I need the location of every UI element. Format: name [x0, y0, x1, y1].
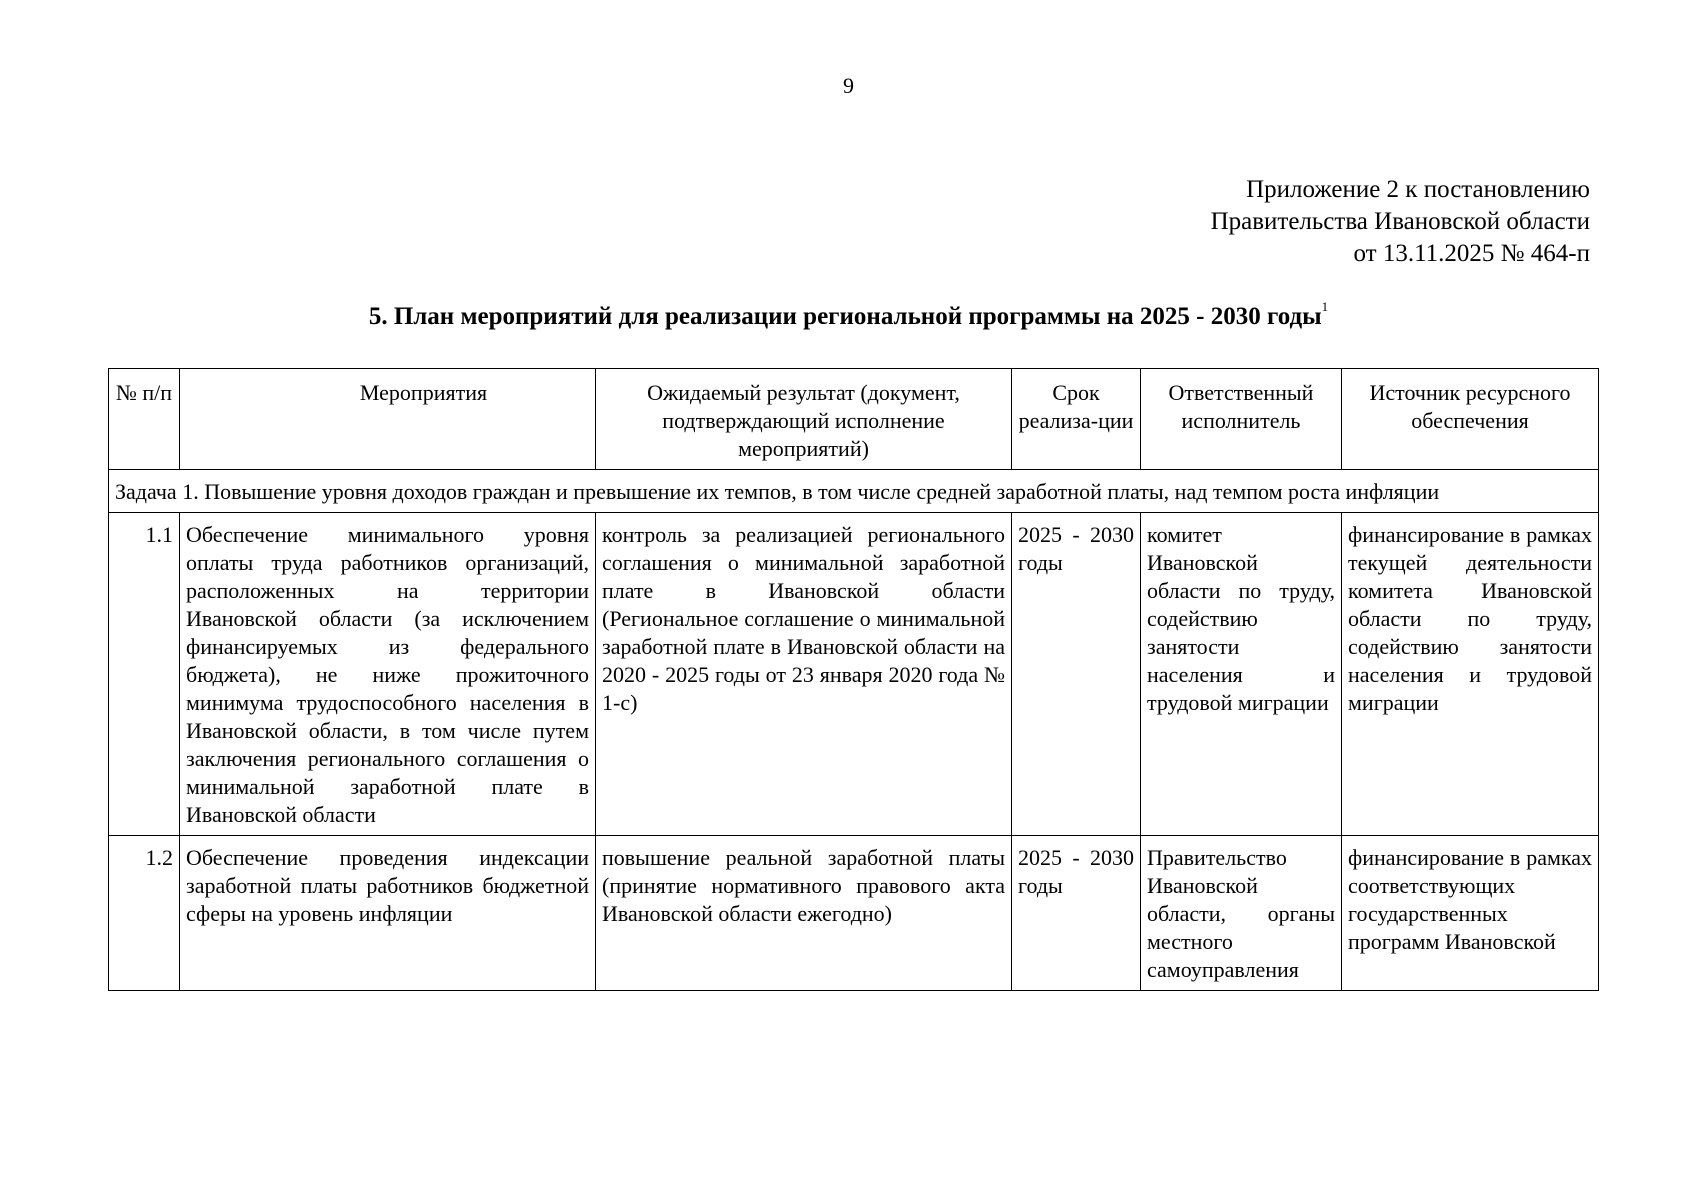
row-activity: Обеспечение минимального уровня оплаты труда работников организаций, расположенных на территории Ивановской области (за исключением финансируемых из федерального бюджета), не ниже прожиточного минимума трудоспособного населения в Ивановской области, в том числе путем заключения регионального соглашения о минимальной заработной плате в Ивановской области	[180, 513, 596, 836]
appendix-line-2: Правительства Ивановской области	[1210, 208, 1590, 235]
table-row	[109, 836, 1599, 991]
footnote-marker: 1	[1321, 299, 1329, 314]
task-1-heading: Задача 1. Повышение уровня доходов граждан и превышение их темпов, в том числе средней заработной платы, над темпом роста инфляции	[109, 470, 1599, 513]
document-title	[0, 299, 1697, 331]
page-number: 9	[843, 73, 854, 98]
row-term: 2025 - 2030 годы	[1012, 836, 1141, 991]
appendix-line-1: Приложение 2 к постановлению	[1246, 176, 1590, 203]
table-row	[109, 513, 1599, 836]
row-term: 2025 - 2030 годы	[1012, 513, 1141, 836]
row-source: финансирование в рамках текущей деятельности комитета Ивановской области по труду, содействию занятости населения и трудовой миграции	[1342, 513, 1599, 836]
row-activity: Обеспечение проведения индексации заработной платы работников бюджетной сферы на уровень инфляции	[180, 836, 596, 991]
appendix-line-3: от 13.11.2025 № 464-п	[1353, 240, 1590, 267]
task-row	[109, 470, 1599, 513]
header-term: Срок реализа-ции	[1012, 369, 1141, 470]
header-executor: Ответственный исполнитель	[1141, 369, 1342, 470]
row-result: контроль за реализацией регионального соглашения о минимальной заработной плате в Ивановской области (Региональное соглашение о минимальной заработной плате в Ивановской области на 2020 - 2025 годы от 23 января 2020 года № 1-с)	[596, 513, 1012, 836]
document-title-text: 5. План мероприятий для реализации региональной программы на 2025 - 2030 годы	[368, 303, 1322, 330]
row-executor: Правительство Ивановской области, органы местного самоуправления	[1141, 836, 1342, 991]
header-num: № п/п	[109, 369, 180, 470]
plan-table	[108, 368, 1599, 991]
appendix-reference	[1211, 174, 1590, 270]
header-activity: Мероприятия	[180, 369, 596, 470]
header-result: Ожидаемый результат (документ, подтверждающий исполнение мероприятий)	[596, 369, 1012, 470]
row-result: повышение реальной заработной платы (принятие нормативного правового акта Ивановской области ежегодно)	[596, 836, 1012, 991]
row-num: 1.1	[109, 513, 180, 836]
row-executor: комитет Ивановской области по труду, содействию занятости населения и трудовой миграции	[1141, 513, 1342, 836]
table-header-row	[109, 369, 1599, 470]
header-source: Источник ресурсного обеспечения	[1342, 369, 1599, 470]
row-num: 1.2	[109, 836, 180, 991]
row-source: финансирование в рамках соответствующих государственных программ Ивановской	[1342, 836, 1599, 991]
